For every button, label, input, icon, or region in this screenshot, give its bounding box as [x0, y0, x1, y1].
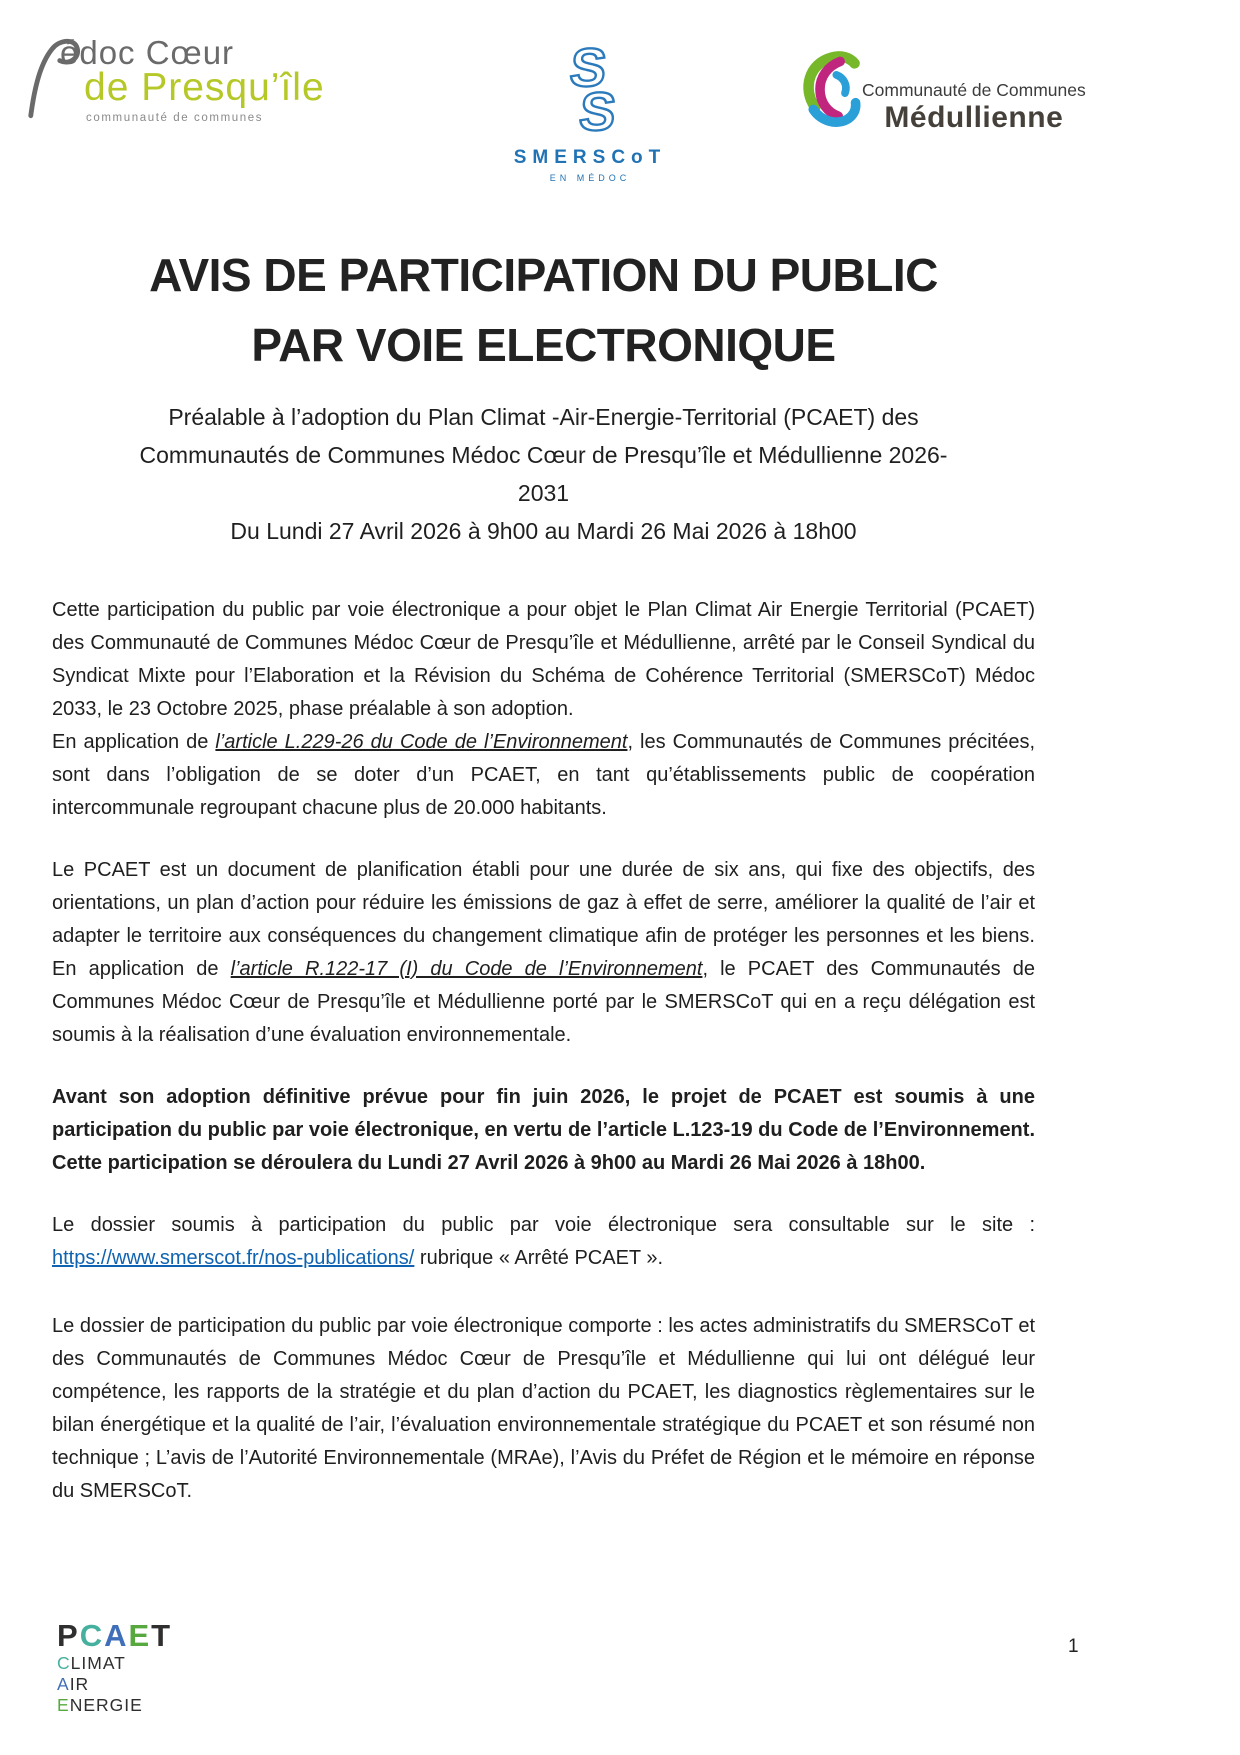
medoc-subtitle: communauté de communes — [86, 112, 264, 124]
subtitle-line: Préalable à l’adoption du Plan Climat -Air-Energie-Territorial (PCAET) des — [168, 404, 919, 430]
legal-reference-l229-26: l’article L.229-26 du Code de l’Environnement — [215, 731, 628, 753]
paragraph-6 — [52, 1310, 1035, 1508]
medoc-heart-icon — [24, 36, 82, 120]
paragraph-block-5 — [52, 1310, 1035, 1508]
paragraph-block-1 — [52, 594, 1035, 825]
smerscot-monogram-icon — [555, 42, 625, 136]
page-number: 1 — [1068, 1636, 1079, 1657]
subtitle-line: 2031 — [517, 480, 570, 506]
subtitle-dates: Du Lundi 27 Avril 2026 à 9h00 au Mardi 26 Mai 2026 à 18h00 — [230, 518, 857, 544]
main-content — [52, 240, 1035, 1537]
subtitle-block — [52, 398, 1035, 550]
logo-medullienne — [786, 48, 1086, 144]
legal-reference-r122-17: l’article R.122-17 (I) du Code de l’Environnement — [230, 958, 703, 980]
medoc-name-2: de Presqu’île — [84, 66, 325, 109]
logo-medoc-coeur — [24, 34, 325, 124]
document-body — [52, 594, 1035, 1508]
pcaet-letter-e: E — [128, 1618, 152, 1653]
smerscot-name: SMERSCoT — [513, 147, 667, 168]
title-line-2: PAR VOIE ELECTRONIQUE — [251, 319, 836, 371]
pcaet-energie-label: ENERGIE — [57, 1694, 143, 1715]
paragraph-3-suffix: , le PCAET des Communautés de Communes Médoc Cœur de Presqu’île et Médullienne porté par le SMERSCoT qui en a reçu délégation est soumis à la réalisation d’une évaluation environnementale. — [52, 958, 1035, 1046]
medullienne-name: Médullienne — [884, 100, 1064, 134]
paragraph-1-text: Cette participation du public par voie électronique a pour objet le Plan Climat Air Energie Territorial (PCAET) des Communauté de Communes Médoc Cœur de Presqu’île et Médullienne, arrêté par le Conseil Syndical du Syndicat Mixte pour l’Elaboration et la Révision du Schéma de Cohérence Territorial (SMERSCoT) Médoc 2033, le 23 Octobre 2025, phase préalable à son adoption. — [52, 599, 1035, 720]
pcaet-letter-c: C — [79, 1618, 105, 1653]
paragraph-3-text: Le PCAET est un document de planification établi pour une durée de six ans, qui fixe des objectifs, des orientations, un plan d’action pour réduire les émissions de gaz à effet de serre, améliorer la qualité de l’air et adapter le territoire aux conséquences du changement climatique afin de protéger les personnes et les biens. En application de — [52, 859, 1035, 980]
logo-smerscot — [494, 42, 686, 183]
paragraph-6-text: Le dossier de participation du public par voie électronique comporte : les actes administratifs du SMERSCoT et des Communautés de Communes Médoc Cœur de Presqu’île et Médullienne qui lui ont délégué leur compétence, les rapports de la stratégie et du plan d’action du PCAET, les diagnostics règlementaires sur le bilan énergétique et la qualité de l’air, l’évaluation environnementale stratégique du PCAET et son résumé non technique ; L’avis de l’Autorité Environnementale (MRAe), l’Avis du Préfet de Région et le mémoire en réponse du SMERSCoT. — [52, 1315, 1035, 1502]
medoc-logo-text — [60, 34, 325, 124]
pcaet-letter-a: A — [104, 1618, 129, 1653]
medullienne-subtitle: Communauté de Communes — [862, 79, 1086, 100]
pcaet-letter-t: T — [151, 1618, 173, 1653]
pcaet-air-label: AIR — [57, 1673, 90, 1694]
pcaet-letter-p: P — [57, 1618, 80, 1653]
paragraph-block-3 — [52, 1081, 1035, 1180]
pcaet-logo-word — [57, 1620, 172, 1651]
paragraph-block-4 — [52, 1209, 1035, 1275]
smerscot-subtitle: EN MÉDOC — [549, 173, 631, 183]
paragraph-1 — [52, 594, 1035, 726]
paragraph-5 — [52, 1209, 1035, 1275]
svg-text:S: S — [567, 42, 610, 98]
paragraph-4-bold — [52, 1081, 1035, 1180]
title-line-1: AVIS DE PARTICIPATION DU PUBLIC — [149, 249, 938, 301]
paragraph-2-suffix: , les Communautés de Communes précitées, sont dans l’obligation de se doter d’un PCAET, en tant qu’établissements public de coopération intercommunale regroupant chacune plus de 20.000 habitants. — [52, 731, 1035, 819]
subtitle-line: Communautés de Communes Médoc Cœur de Presqu’île et Médullienne 2026- — [139, 442, 948, 468]
medullienne-logo-text — [862, 80, 1086, 135]
paragraph-4-text: Avant son adoption définitive prévue pour fin juin 2026, le projet de PCAET est soumis à une participation du public par voie électronique, en vertu de l’article L.123-19 du Code de l’Environnement. Cette participation se déroulera du Lundi 27 Avril 2026 à 9h00 au Mardi 26 Mai 2026 à 18h00. — [52, 1086, 1035, 1174]
paragraph-5-prefix: Le dossier soumis à participation du public par voie électronique sera consultable sur le site : — [52, 1214, 1035, 1236]
svg-text:S: S — [576, 82, 619, 136]
paragraph-block-2 — [52, 854, 1035, 1052]
pcaet-logo — [57, 1620, 172, 1714]
page-title — [52, 240, 1035, 380]
paragraph-2 — [52, 726, 1035, 825]
paragraph-3 — [52, 854, 1035, 1052]
medoc-name: édoc Cœur — [60, 34, 235, 71]
paragraph-5-suffix: rubrique « Arrêté PCAET ». — [414, 1247, 664, 1269]
pcaet-climat-label: CLIMAT — [57, 1652, 126, 1673]
smerscot-publications-link[interactable]: https://www.smerscot.fr/nos-publications/ — [52, 1247, 415, 1269]
paragraph-2-prefix: En application de — [52, 731, 216, 753]
